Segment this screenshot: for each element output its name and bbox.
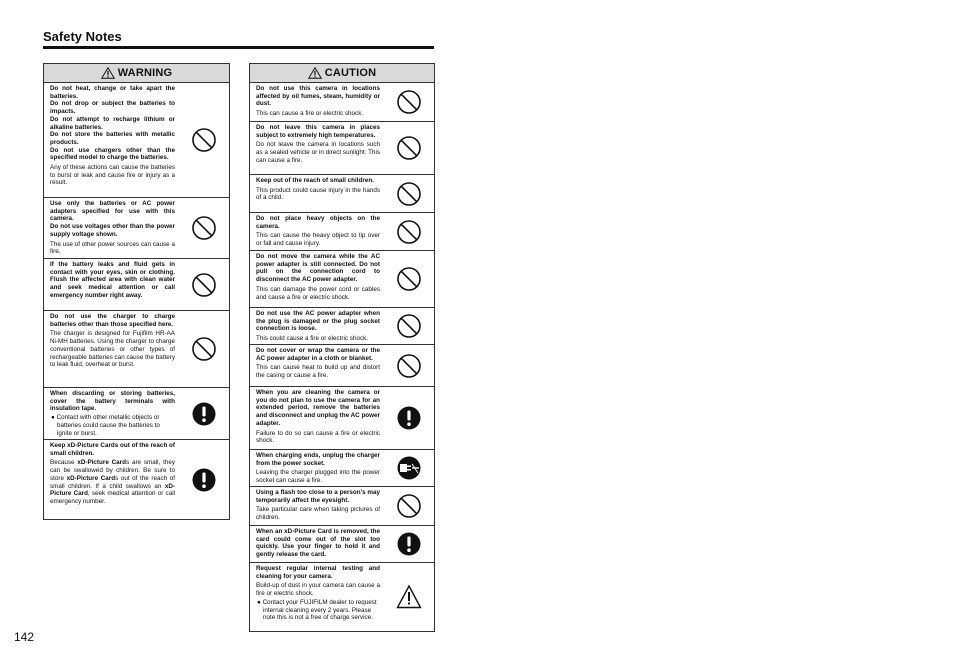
note-part: xD-Picture Card — [77, 459, 126, 467]
bullet-text: Contact your FUJIFILM dealer to request internal cleaning every 2 years. Please note this is not a free of charge service. — [262, 598, 377, 622]
page-title: Safety Notes — [43, 29, 122, 44]
prohibited-icon — [191, 127, 217, 153]
prohibited-icon — [396, 181, 422, 207]
caution-item-icon-cell — [384, 526, 434, 562]
title-rule — [43, 46, 434, 49]
warning-item-heading: Use only the batteries or AC power adapters specified for use with this camera. — [50, 200, 175, 223]
prohibited-icon — [191, 272, 217, 298]
caution-item — [250, 83, 434, 122]
caution-item-heading: Request regular internal testing and cleaning for your camera. — [256, 565, 380, 580]
warning-item-note: The use of other power sources can cause a fire. — [50, 240, 175, 256]
caution-item — [250, 450, 434, 487]
warning-item-heading: Do not use the charger to charge batteries other than those specified here. — [50, 313, 175, 328]
warning-item-heading: Do not attempt to recharge lithium or alkaline batteries. — [50, 115, 175, 131]
caution-item-note: This could cause a fire or electric shock. — [256, 335, 368, 343]
bullet-text: Contact with other metallic objects or batteries could cause the batteries to ignite or burst. — [56, 414, 160, 437]
prohibited-icon — [191, 215, 217, 241]
caution-item-note: This can cause a fire or electric shock. — [256, 110, 364, 118]
caution-item — [250, 251, 434, 308]
caution-item-heading: When an xD-Picture Card is removed, the card could come out of the slot too quickly. Use your finger to hold it and gently release the card. — [256, 528, 380, 559]
warning-item-icon-cell — [179, 440, 229, 519]
note-part: s are small, they can be swallowed by children. Be sure to store — [50, 459, 176, 482]
warning-item-text — [44, 83, 179, 197]
caution-item-heading: When charging ends, unplug the charger from the power socket. — [256, 452, 380, 467]
caution-item-bullet — [256, 599, 380, 622]
caution-item-icon-cell — [384, 308, 434, 344]
caution-item — [250, 122, 434, 175]
caution-item-text — [250, 487, 384, 525]
warning-item — [44, 311, 229, 388]
caution-item-note: This can damage the power cord or cables and cause a fire or electric shock. — [256, 285, 380, 301]
caution-item-icon-cell — [384, 213, 434, 250]
prohibited-icon — [396, 493, 422, 519]
caution-item-heading: Do not move the camera while the AC power adapter is still connected. Do not pull on the connection cord to disconnect the AC power adapter. — [256, 253, 380, 284]
caution-item-heading: Do not cover or wrap the camera or the AC power adapter in a cloth or blanket. — [256, 347, 380, 362]
warning-heading: WARNING — [117, 67, 173, 79]
caution-item-heading: When you are cleaning the camera or you do not plan to use the camera for an extended period, remove the batteries and disconnect and unplug the AC power adapter. — [256, 389, 380, 427]
mandatory-icon — [396, 405, 422, 431]
caution-item-heading: Do not use this camera in locations affected by oil fumes, steam, humidity or dust. — [256, 85, 380, 108]
caution-item-note: Failure to do so can cause a fire or electric shock. — [256, 429, 380, 445]
mandatory-icon — [191, 467, 217, 493]
warning-item — [44, 388, 229, 440]
warning-item-heading: If the battery leaks and fluid gets in contact with your eyes, skin or clothing. Flush the affected area with clean water and seek medical attention or call emergency number right away. — [50, 261, 175, 299]
caution-item-icon-cell — [384, 345, 434, 386]
caution-item-icon-cell — [384, 450, 434, 486]
caution-item-icon-cell — [384, 487, 434, 525]
caution-item-heading: Keep out of the reach of small children. — [256, 177, 374, 184]
warning-item-heading: Do not heat, change or take apart the batteries. — [50, 85, 175, 100]
note-part: , seek medical attention or call emergency number. — [50, 490, 175, 505]
caution-item-text — [250, 175, 384, 212]
caution-item-note: Do not leave the camera in locations such as a sealed vehicle or in direct sunlight. This can cause a fire. — [256, 141, 380, 164]
caution-item — [250, 175, 434, 213]
caution-item-note: This can cause heat to build up and distort the casing or cause a fire. — [256, 364, 380, 380]
page-number: 142 — [14, 630, 35, 644]
caution-box — [249, 63, 435, 632]
caution-item — [250, 487, 434, 526]
caution-item-text — [250, 308, 384, 344]
warning-item-text — [44, 311, 179, 387]
prohibited-icon — [396, 219, 422, 245]
warning-item — [44, 440, 229, 519]
note-part: s out of the reach of small children. If a child swallows an — [50, 474, 175, 490]
caution-item-heading: Using a flash too close to a person's may temporarily affect the eyesight. — [256, 489, 380, 504]
caution-item-heading: Do not use the AC power adapter when the plug is damaged or the plug socket connection is loose. — [256, 310, 380, 333]
warning-item-icon-cell — [179, 83, 229, 197]
warning-item-heading: Do not drop or subject the batteries to impacts. — [50, 100, 175, 116]
caution-item-icon-cell — [384, 387, 434, 449]
caution-item-note: This can cause the heavy object to tip over or fall and cause injury. — [256, 232, 380, 248]
caution-item-text — [250, 213, 384, 250]
warning-item-note: The charger is designed for Fujifilm HR-AA Ni-MH batteries. Using the charger to charge conventional batteries or other types of rechargeable batteries can cause the battery to leak fluid, overheat or burst. — [50, 330, 175, 369]
caution-item-note: Take particular care when taking pictures of children. — [256, 506, 380, 522]
note-part: xD-Picture Card — [66, 474, 116, 482]
warning-item — [44, 259, 229, 311]
caution-item-text — [250, 345, 384, 386]
caution-item — [250, 387, 434, 450]
warning-item — [44, 83, 229, 198]
caution-item-text — [250, 122, 384, 174]
warning-item-bullet — [50, 414, 175, 437]
warning-item-text — [44, 440, 179, 519]
caution-item — [250, 526, 434, 563]
unplug-icon — [396, 455, 422, 481]
warning-item-note: Any of these actions can cause the batteries to burst or leak and cause fire or injury as a result. — [50, 164, 175, 187]
note-part: Because — [50, 459, 78, 467]
caution-item — [250, 308, 434, 345]
caution-item-icon-cell — [384, 83, 434, 121]
warning-item-text — [44, 259, 179, 310]
warning-item-text — [44, 388, 179, 439]
bullet-dot-icon: ● — [51, 414, 57, 422]
caution-header — [250, 64, 434, 83]
prohibited-icon — [396, 89, 422, 115]
caution-item-text — [250, 563, 384, 631]
warning-item-icon-cell — [179, 388, 229, 439]
caution-item-text — [250, 450, 384, 486]
caution-triangle-icon — [396, 584, 422, 610]
mandatory-icon — [396, 531, 422, 557]
warning-item-icon-cell — [179, 198, 229, 258]
prohibited-icon — [396, 353, 422, 379]
warning-item-note — [50, 459, 175, 505]
caution-item-icon-cell — [384, 251, 434, 307]
warning-item-heading: When discarding or storing batteries, cover the battery terminals with insulation tape. — [50, 390, 175, 413]
caution-item-text — [250, 251, 384, 307]
warning-item-heading: Keep xD-Picture Cards out of the reach of small children. — [50, 442, 175, 457]
prohibited-icon — [191, 336, 217, 362]
caution-item — [250, 345, 434, 387]
caution-item-icon-cell — [384, 175, 434, 212]
caution-item-icon-cell — [384, 563, 434, 631]
warning-box — [43, 63, 230, 520]
warning-triangle-icon — [101, 67, 115, 79]
caution-item-icon-cell — [384, 122, 434, 174]
mandatory-icon — [191, 401, 217, 427]
caution-item-note: Build-up of dust in your camera can cause a fire or electric shock. — [256, 582, 380, 598]
caution-item-text — [250, 526, 384, 562]
prohibited-icon — [396, 266, 422, 292]
caution-item — [250, 213, 434, 251]
warning-header — [44, 64, 229, 83]
caution-item-heading: Do not place heavy objects on the camera. — [256, 215, 380, 230]
warning-item — [44, 198, 229, 259]
caution-item-text — [250, 83, 384, 121]
warning-item-icon-cell — [179, 259, 229, 310]
note-part: xD-Picture Card — [50, 482, 175, 498]
bullet-dot-icon: ● — [257, 598, 263, 606]
prohibited-icon — [396, 313, 422, 339]
caution-heading: CAUTION — [324, 67, 377, 79]
warning-item-icon-cell — [179, 311, 229, 387]
warning-item-heading: Do not use voltages other than the power supply voltage shown. — [50, 223, 175, 238]
warning-item-heading: Do not use chargers other than the specified model to charge the batteries. — [50, 146, 175, 162]
caution-item-text — [250, 387, 384, 449]
caution-item-note: This product could cause injury in the hands of a child. — [256, 186, 380, 202]
warning-item-text — [44, 198, 179, 258]
warning-item-heading: Do not store the batteries with metallic products. — [50, 131, 175, 146]
caution-item-note: Leaving the charger plugged into the power socket can cause a fire. — [256, 469, 380, 485]
caution-triangle-icon — [308, 67, 322, 79]
caution-item — [250, 563, 434, 631]
prohibited-icon — [396, 135, 422, 161]
caution-item-heading: Do not leave this camera in places subject to extremely high temperatures. — [256, 124, 380, 139]
